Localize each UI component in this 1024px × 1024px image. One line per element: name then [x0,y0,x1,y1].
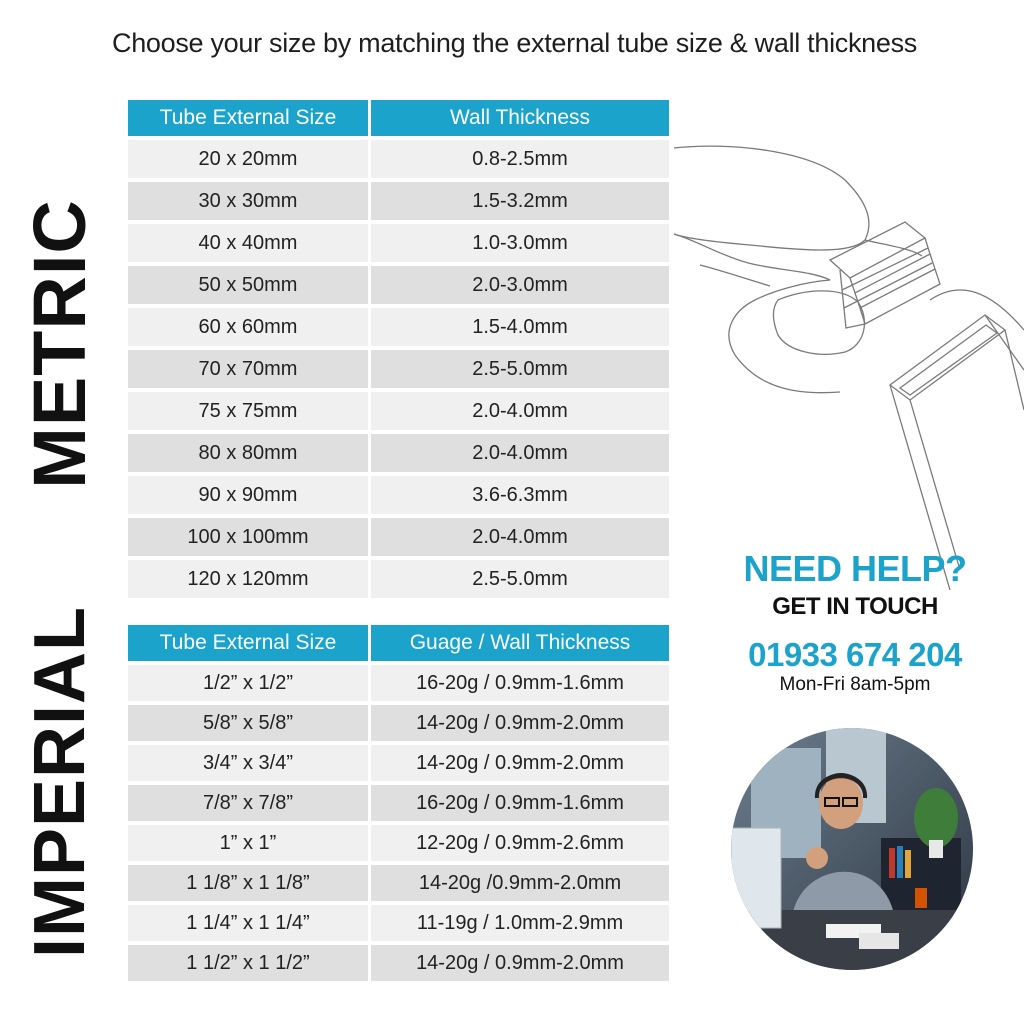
tube-size-cell: 1” x 1” [128,825,368,861]
tube-size-cell: 7/8” x 7/8” [128,785,368,821]
wall-thickness-cell: 2.5-5.0mm [371,560,669,598]
table-row [128,905,669,941]
table-row [128,392,669,430]
table-row [128,434,669,472]
column-header-tube-size: Tube External Size [128,100,368,136]
table-row [128,945,669,981]
gauge-thickness-cell: 16-20g / 0.9mm-1.6mm [371,785,669,821]
need-help-heading: NEED HELP? [743,548,967,589]
table-row [128,665,669,701]
tube-size-cell: 1 1/4” x 1 1/4” [128,905,368,941]
wall-thickness-cell: 2.0-4.0mm [371,518,669,556]
column-header-gauge-wall-thickness: Guage / Wall Thickness [371,625,669,661]
tube-size-cell: 1 1/2” x 1 1/2” [128,945,368,981]
tube-size-cell: 1/2” x 1/2” [128,665,368,701]
gauge-thickness-cell: 14-20g / 0.9mm-2.0mm [371,945,669,981]
wall-thickness-cell: 1.5-3.2mm [371,182,669,220]
table-row [128,560,669,598]
wall-thickness-cell: 3.6-6.3mm [371,476,669,514]
table-row [128,785,669,821]
wall-thickness-cell: 2.5-5.0mm [371,350,669,388]
metric-size-table [125,96,672,602]
table-row [128,350,669,388]
wall-thickness-cell: 1.0-3.0mm [371,224,669,262]
table-row [128,825,669,861]
imperial-section-label: IMPERIAL [20,605,100,958]
tube-size-cell: 1 1/8” x 1 1/8” [128,865,368,901]
tube-size-cell: 80 x 80mm [128,434,368,472]
tube-size-cell: 30 x 30mm [128,182,368,220]
get-in-touch-subheading: GET IN TOUCH [772,593,938,620]
tube-size-cell: 20 x 20mm [128,140,368,178]
gauge-thickness-cell: 16-20g / 0.9mm-1.6mm [371,665,669,701]
wall-thickness-cell: 2.0-4.0mm [371,434,669,472]
table-row [128,865,669,901]
gauge-thickness-cell: 14-20g /0.9mm-2.0mm [371,865,669,901]
wall-thickness-cell: 2.0-4.0mm [371,392,669,430]
tube-insert-illustration [660,130,1024,590]
wall-thickness-cell: 2.0-3.0mm [371,266,669,304]
tube-size-cell: 60 x 60mm [128,308,368,346]
table-row [128,705,669,741]
column-header-wall-thickness: Wall Thickness [371,100,669,136]
tube-size-cell: 75 x 75mm [128,392,368,430]
table-row [128,308,669,346]
phone-number-link[interactable]: 01933 674 204 [748,636,962,673]
table-row [128,182,669,220]
table-row [128,266,669,304]
imperial-size-table [125,621,672,985]
tube-size-cell: 40 x 40mm [128,224,368,262]
tube-size-cell: 50 x 50mm [128,266,368,304]
table-row [128,518,669,556]
wall-thickness-cell: 1.5-4.0mm [371,308,669,346]
tube-size-cell: 120 x 120mm [128,560,368,598]
wall-thickness-cell: 0.8-2.5mm [371,140,669,178]
gauge-thickness-cell: 14-20g / 0.9mm-2.0mm [371,745,669,781]
page-headline: Choose your size by matching the external tube size & wall thickness [112,28,918,58]
column-header-tube-size: Tube External Size [128,625,368,661]
opening-hours: Mon-Fri 8am-5pm [779,674,931,695]
tube-size-cell: 100 x 100mm [128,518,368,556]
gauge-thickness-cell: 14-20g / 0.9mm-2.0mm [371,705,669,741]
table-row [128,745,669,781]
gauge-thickness-cell: 12-20g / 0.9mm-2.6mm [371,825,669,861]
table-row [128,224,669,262]
metric-section-label: METRIC [18,199,101,489]
gauge-thickness-cell: 11-19g / 1.0mm-2.9mm [371,905,669,941]
tube-size-cell: 5/8” x 5/8” [128,705,368,741]
tube-size-cell: 70 x 70mm [128,350,368,388]
tube-size-cell: 90 x 90mm [128,476,368,514]
support-agent-photo [731,728,973,970]
table-row [128,476,669,514]
tube-size-cell: 3/4” x 3/4” [128,745,368,781]
table-row [128,140,669,178]
